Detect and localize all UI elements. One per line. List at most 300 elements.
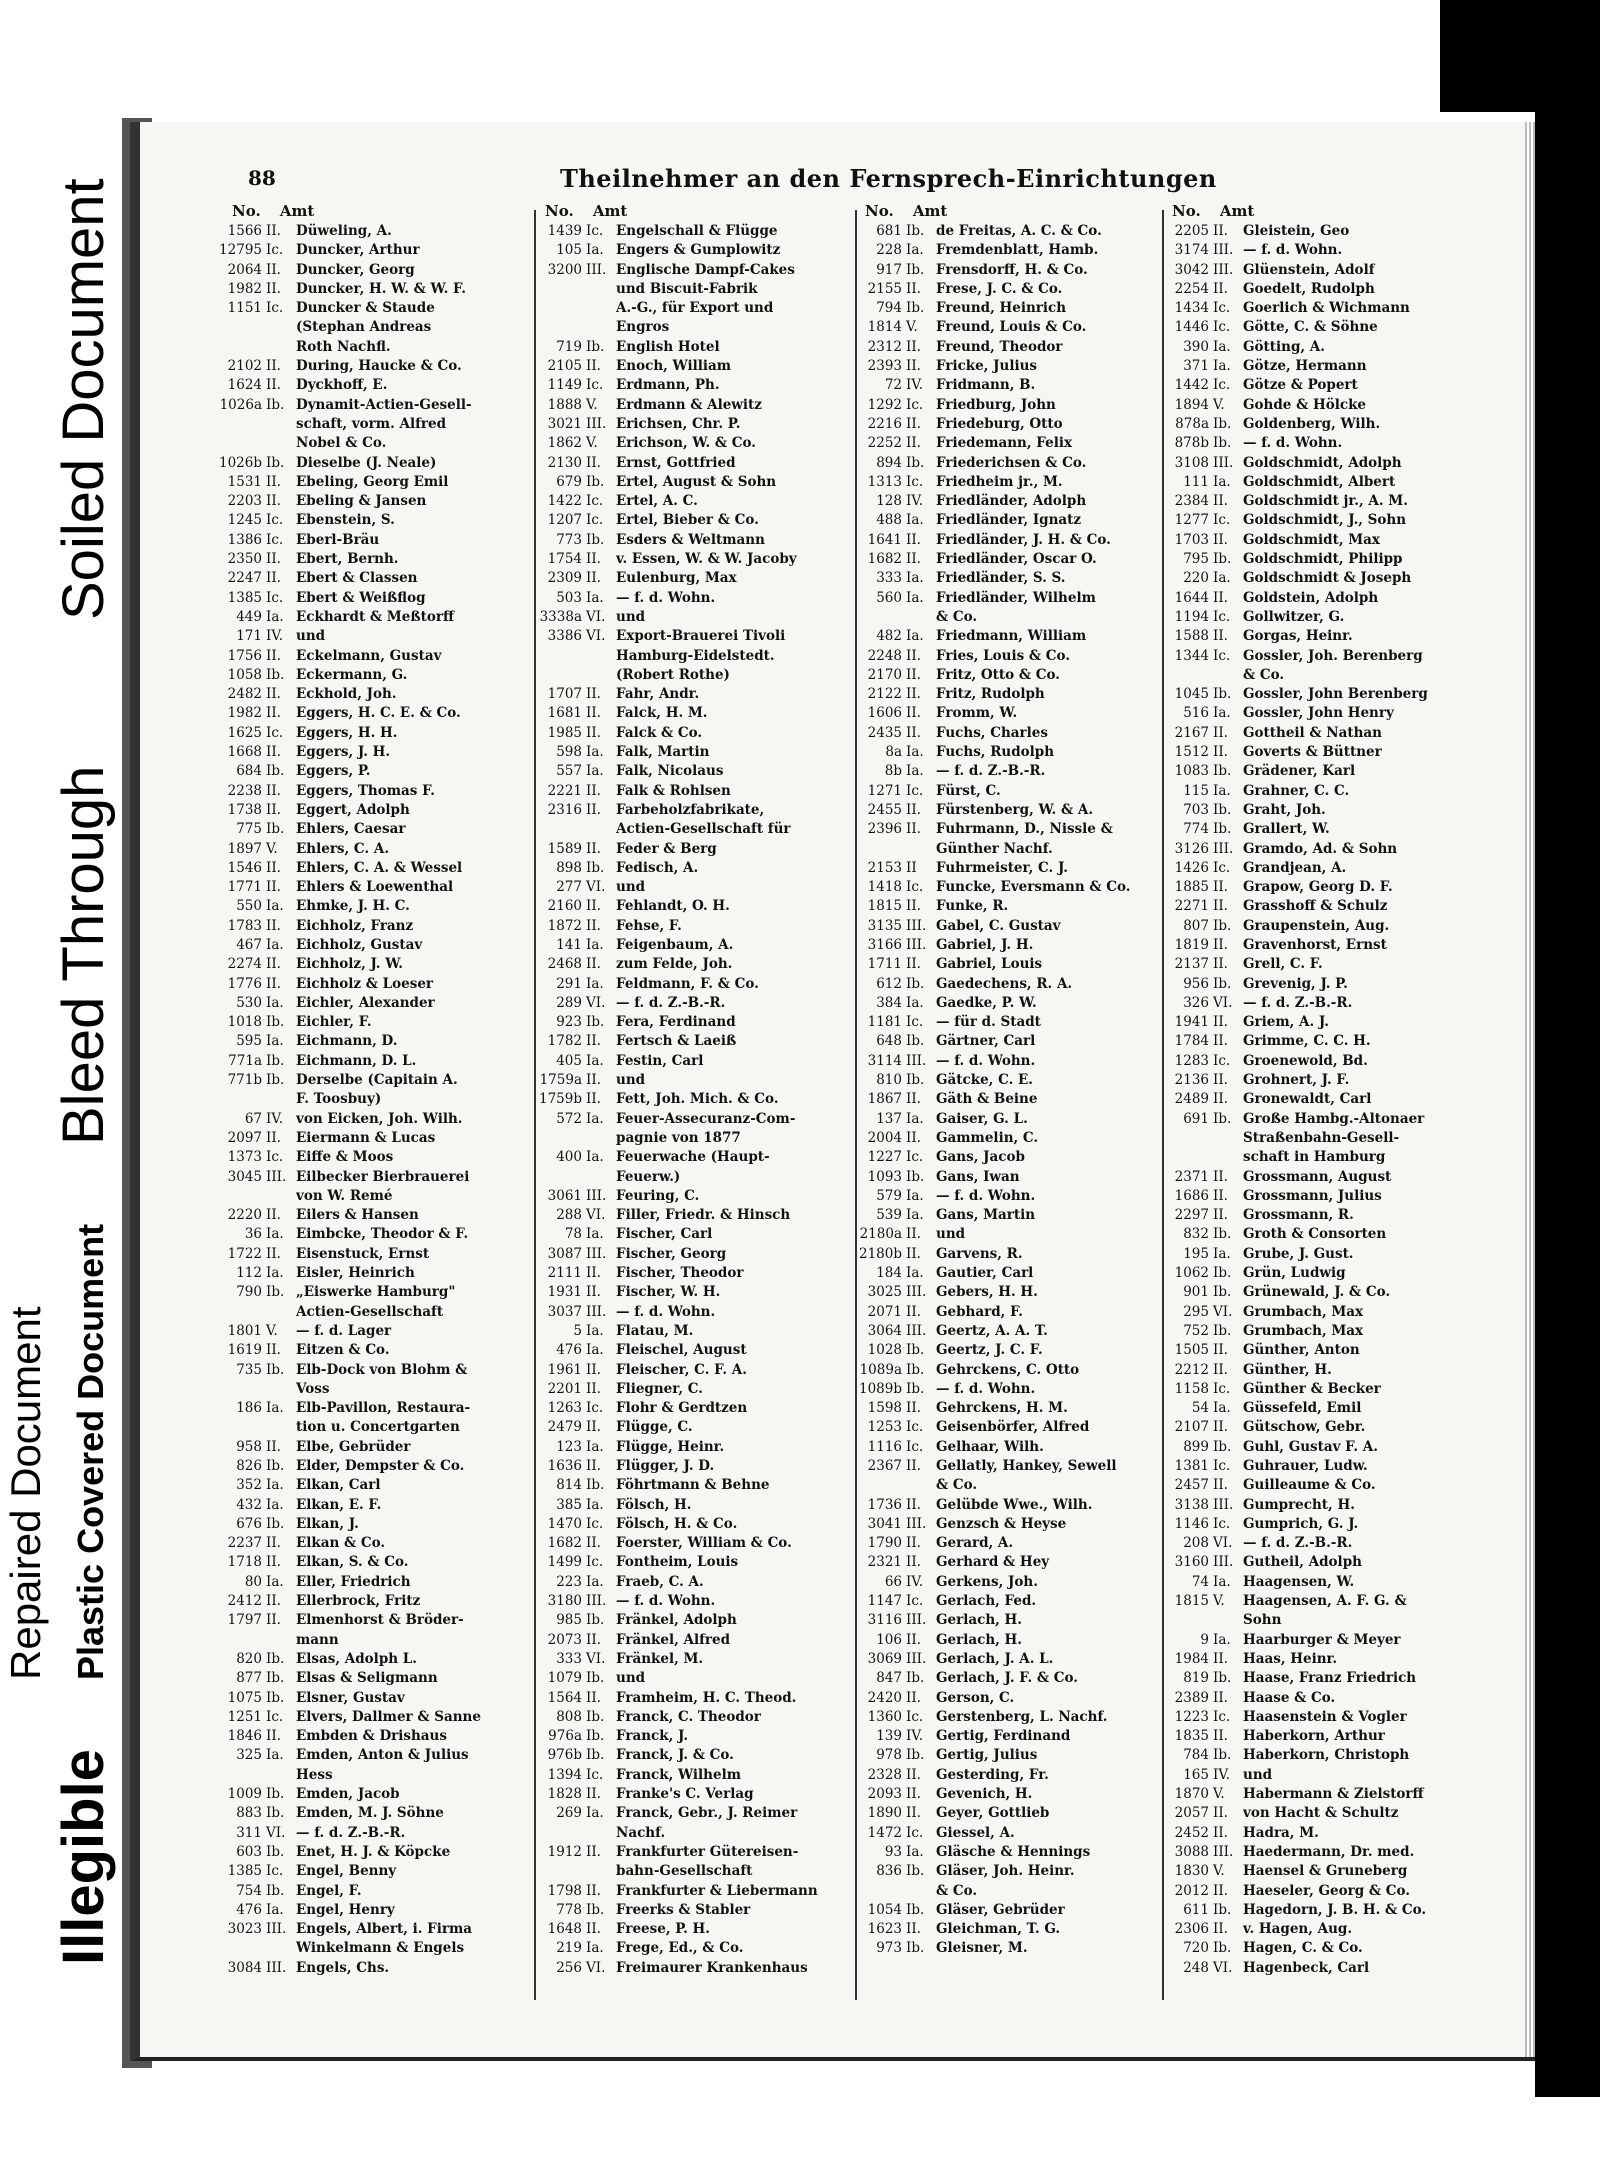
entry-number: 1623 [867,1921,902,1938]
directory-entry [218,1766,530,1785]
entry-exchange: Ic. [906,1014,924,1031]
entry-exchange: Ia. [586,936,604,953]
entry-number: 1251 [227,1708,262,1725]
entry-name: Fera, Ferdinand [616,1014,736,1031]
directory-entry [538,1225,852,1244]
entry-exchange: Ib. [1213,435,1232,452]
entry-number: 826 [236,1458,262,1474]
entry-exchange: II. [1213,531,1228,548]
entry-name: Feuring, C. [616,1187,700,1204]
entry-name: Goldstein, Adolph [1243,589,1379,606]
directory-entry [858,1746,1160,1765]
directory-entry [218,1611,530,1630]
entry-number: 288 [556,1207,582,1224]
entry-name: und [616,879,646,896]
entry-exchange: Ia. [266,1033,284,1050]
directory-entry [858,1129,1160,1148]
entry-name: Ellerbrock, Fritz [296,1593,421,1610]
entry-exchange: IV. [906,1573,924,1590]
entry-exchange: IV. [1213,1766,1231,1783]
entry-exchange: IV. [906,493,924,510]
entry-exchange: Ic. [266,1863,284,1880]
entry-exchange [266,1766,296,1785]
directory-entry [858,743,1160,762]
entry-name: Haagensen, A. F. G. & [1243,1593,1407,1610]
entry-name: Grädener, Karl [1243,763,1356,780]
entry-name: Nachf. [616,1824,666,1841]
entry-number: 112 [236,1265,262,1282]
directory-entry [858,454,1160,473]
entry-exchange: III. [906,1052,927,1069]
entry-exchange: Ic. [1213,1515,1231,1532]
entry-name: Grossmann, August [1243,1168,1392,1185]
entry-exchange: Ic. [266,724,284,741]
directory-entry [858,1708,1160,1727]
entry-number: 1271 [867,782,902,799]
entry-exchange: Ia. [266,1573,284,1590]
entry-exchange [586,280,616,299]
directory-entry [858,1573,1160,1592]
directory-entry [218,1438,530,1457]
entry-number: 3069 [867,1650,902,1667]
entry-name: Günther, Anton [1243,1342,1360,1359]
entry-name: Dieselbe (J. Neale) [296,454,437,471]
entry-exchange: II. [266,261,281,278]
directory-entry [1165,1283,1510,1302]
entry-name: Friedländer, Ignatz [936,512,1082,529]
directory-entry [218,1206,530,1225]
directory-entry [1165,704,1510,723]
entry-name: Geyer, Gottlieb [936,1805,1050,1822]
entry-name: Fliegner, C. [616,1380,704,1397]
entry-exchange: Ib. [586,1708,605,1725]
entry-number: 917 [876,261,902,278]
directory-entry [218,569,530,588]
entry-number: 384 [876,994,902,1011]
entry-exchange: II. [906,1226,921,1243]
entry-name: Fries, Louis & Co. [936,647,1071,664]
entry-number: 1045 [1174,686,1209,703]
directory-entry [858,1766,1160,1785]
entry-name: Eilbecker Bierbrauerei [296,1168,470,1185]
entry-exchange: Ia. [266,994,284,1011]
directory-entry [1165,1573,1510,1592]
directory-entry [538,1341,852,1360]
entry-number: 3025 [867,1284,902,1301]
entry-number: 795 [1183,551,1209,568]
entry-number: 2238 [227,782,262,799]
entry-exchange: II. [266,1554,281,1571]
entry-number: 1722 [227,1245,262,1262]
entry-number: 208 [1183,1535,1209,1552]
directory-entry [218,1746,530,1765]
entry-number: 1870 [1174,1786,1209,1803]
entry-number: 1277 [1174,512,1209,529]
entry-name: Feigenbaum, A. [616,936,734,953]
directory-entry [1165,666,1510,685]
entry-exchange [586,647,616,666]
entry-name: — f. d. Wohn. [936,1052,1036,1069]
entry-name: Fleischel, August [616,1342,747,1359]
directory-entry [858,1882,1160,1901]
directory-entry [858,1225,1160,1244]
entry-name: Eulenburg, Max [616,570,737,587]
directory-entry [1165,1341,1510,1360]
directory-entry [538,1650,852,1669]
entry-exchange [586,1168,616,1187]
entry-name: Elkan & Co. [296,1535,386,1552]
entry-number: 1703 [1174,531,1209,548]
directory-entry [538,666,852,685]
entry-exchange: II. [266,801,281,818]
entry-exchange [586,1862,616,1881]
entry-name: Genzsch & Heyse [936,1515,1067,1532]
entry-number: 3386 [547,628,582,645]
entry-name: Grahner, C. C. [1243,782,1350,799]
entry-exchange: III. [586,415,607,432]
entry-name: Geertz, J. C. F. [936,1342,1043,1359]
entry-exchange: Ib. [906,1901,925,1918]
entry-exchange: VI. [586,1650,606,1667]
entry-name: Gebers, H. H. [936,1284,1038,1301]
entry-exchange: II. [266,744,281,761]
entry-exchange [906,840,936,859]
entry-exchange: V. [1213,1786,1225,1803]
entry-number [1165,666,1213,685]
entry-name: Gläser, Joh. Heinr. [936,1863,1075,1880]
entry-name: Friedheim jr., M. [936,473,1063,490]
page-title: Theilnehmer an den Fernsprech-Einrichtungen [560,164,1217,193]
entry-number [218,1303,266,1322]
entry-number: 3338a [539,608,582,625]
entry-number: 771a [228,1052,262,1069]
entry-number: 784 [1183,1747,1209,1764]
entry-name: Frankfurter & Liebermann [616,1882,818,1899]
directory-entry [1165,1882,1510,1901]
directory-entry [538,434,852,453]
entry-exchange: Ic. [266,300,284,317]
entry-name: Grasshoff & Schulz [1243,898,1388,915]
entry-number: 400 [556,1149,582,1166]
entry-exchange: II. [1213,1689,1228,1706]
entry-name: Falk, Nicolaus [616,763,724,780]
entry-exchange: Ia. [266,898,284,915]
entry-name: Grevenig, J. P. [1243,975,1348,992]
entry-exchange: II. [586,454,601,471]
directory-entry [218,1573,530,1592]
directory-entry [858,1496,1160,1515]
directory-entry [1165,1824,1510,1843]
directory-entry [858,415,1160,434]
directory-entry [1165,762,1510,781]
entry-number: 1245 [227,512,262,529]
directory-entry [538,704,852,723]
entry-exchange: Ic. [586,223,604,239]
directory-entry [538,1399,852,1418]
entry-name: Gerkens, Joh. [936,1573,1038,1590]
entry-number: 579 [876,1187,902,1204]
entry-name: Enet, H. J. & Köpcke [296,1843,451,1860]
entry-name: & Co. [936,1882,978,1899]
entry-number: 3126 [1174,840,1209,857]
entry-number: 1897 [227,840,262,857]
directory-entry [538,473,852,492]
entry-name: Erichsen, Chr. P. [616,415,741,432]
entry-exchange: Ic. [906,1593,924,1610]
directory-entry [858,589,1160,608]
entry-number: 1589 [547,840,582,857]
entry-name: Haagensen, W. [1243,1573,1355,1590]
entry-number: 2316 [547,801,582,818]
entry-exchange: II. [1213,1921,1228,1938]
entry-name: bahn-Gesellschaft [616,1863,753,1880]
entry-exchange: II. [1213,1728,1228,1745]
directory-entry [538,454,852,473]
entry-name: Hagen, C. & Co. [1243,1940,1363,1957]
entry-exchange [586,318,616,337]
entry-number: 1682 [867,551,902,568]
entry-name: Engros [616,319,670,336]
directory-entry [538,762,852,781]
entry-number: 774 [1183,821,1209,838]
entry-exchange: Ia. [266,1901,284,1918]
directory-entry [538,1553,852,1572]
entry-name: Gerlach, H. [936,1631,1022,1648]
entry-number: 186 [236,1400,262,1417]
entry-number: 1890 [867,1805,902,1822]
directory-entry [218,897,530,916]
entry-name: Gesterding, Fr. [936,1766,1049,1783]
entry-exchange: Ic. [1213,319,1231,336]
directory-entry [1165,647,1510,666]
directory-entry [858,376,1160,395]
entry-exchange: II. [266,859,281,876]
entry-number: 1385 [227,1863,262,1880]
entry-exchange [1213,1148,1243,1167]
entry-name: Grünewald, J. & Co. [1243,1284,1391,1301]
entry-exchange: Ia. [1213,1573,1231,1590]
directory-entry [858,608,1160,627]
entry-name: Eggers, Thomas F. [296,782,435,799]
entry-exchange: Ib. [906,261,925,278]
entry-name: Ehlers, C. A. [296,840,390,857]
directory-entry [858,1611,1160,1630]
entry-name: Actien-Gesellschaft [296,1303,444,1320]
directory-entry [218,627,530,646]
entry-exchange: Ia. [586,744,604,761]
entry-number: 36 [244,1226,262,1243]
entry-name: Haase, Franz Friedrich [1243,1670,1417,1687]
directory-entry [858,434,1160,453]
entry-number: 2111 [547,1265,582,1282]
entry-exchange: V. [906,319,918,336]
entry-name: Duncker, H. W. & W. F. [296,280,466,297]
entry-number [218,318,266,337]
entry-number [218,1631,266,1650]
directory-entry [538,1380,852,1399]
directory-entry [218,550,530,569]
entry-name: Grube, J. Gust. [1243,1245,1354,1262]
directory-entry [538,724,852,743]
directory-entry [1165,261,1510,280]
entry-exchange: II. [266,1342,281,1359]
entry-name: Gravenhorst, Ernst [1243,936,1387,953]
entry-number: 894 [876,454,902,471]
entry-number: 269 [556,1805,582,1822]
entry-exchange: Ia. [906,1187,924,1204]
directory-column-2 [538,222,852,1978]
entry-number: 1754 [547,551,582,568]
directory-entry [218,531,530,550]
entry-number: 595 [236,1033,262,1050]
entry-name: — f. d. Lager [296,1322,392,1339]
directory-entry [218,647,530,666]
entry-number: 2137 [1174,956,1209,973]
entry-number [1165,1611,1213,1630]
directory-entry [1165,1110,1510,1129]
scan-border-top [1440,0,1600,112]
entry-name: A.-G., für Export und [616,300,774,317]
directory-entry [538,1168,852,1187]
entry-name: Goverts & Büttner [1243,744,1382,761]
entry-exchange: Ia. [586,1110,604,1127]
directory-entry [858,396,1160,415]
entry-exchange: II. [586,1458,601,1474]
entry-exchange [266,1939,296,1958]
entry-exchange: III. [1213,1496,1234,1513]
directory-entry [1165,569,1510,588]
entry-number: 2350 [227,551,262,568]
entry-name: Gossler, Joh. Berenberg [1243,647,1423,664]
entry-exchange: Ib. [1213,917,1232,934]
illegible-label: Illegible [51,1749,116,1965]
entry-name: Farbeholzfabrikate, [616,801,765,818]
entry-exchange: Ia. [1213,358,1231,375]
entry-number: 2248 [867,647,902,664]
directory-entry [858,338,1160,357]
entry-name: Falk, Martin [616,744,710,761]
entry-name: Eichholz, J. W. [296,956,403,973]
entry-name: Engelschall & Flügge [616,223,778,239]
directory-entry [538,1669,852,1688]
page-edge [1525,122,1535,2057]
entry-number: 985 [556,1612,582,1629]
directory-entry [1165,1515,1510,1534]
directory-entry [538,782,852,801]
entry-number: 1783 [227,917,262,934]
entry-name: Gleistein, Geo [1243,223,1350,239]
entry-name: Günther Nachf. [936,840,1053,857]
entry-exchange: Ic. [906,1149,924,1166]
entry-number: 2389 [1174,1689,1209,1706]
header-no: No. [545,202,574,220]
entry-name: Friedländer, Adolph [936,493,1087,510]
directory-entry [1165,820,1510,839]
entry-number: 676 [236,1515,262,1532]
entry-number: 2136 [1174,1072,1209,1089]
entry-number: 1083 [1174,763,1209,780]
directory-entry [218,724,530,743]
directory-column-3 [858,222,1160,1959]
entry-number: 2107 [1174,1419,1209,1436]
entry-number: 3200 [547,261,582,278]
entry-exchange: II [906,859,917,876]
entry-exchange: Ib. [266,1786,285,1803]
entry-exchange: VI. [586,994,606,1011]
entry-name: Fuchs, Charles [936,724,1048,741]
directory-entry [858,1689,1160,1708]
entry-exchange: Ib. [906,1072,925,1089]
directory-entry [1165,1669,1510,1688]
entry-number: 878a [1175,415,1209,432]
entry-name: Föhrtmann & Behne [616,1477,770,1494]
entry-exchange: III. [1213,261,1234,278]
entry-exchange [586,666,616,685]
directory-entry [218,1283,530,1302]
entry-number: 648 [876,1033,902,1050]
directory-entry [858,280,1160,299]
entry-number: 1619 [227,1342,262,1359]
entry-name: Fertsch & Laeiß [616,1033,737,1050]
directory-entry [1165,743,1510,762]
directory-entry [538,1804,852,1823]
entry-exchange: Ia. [906,1207,924,1224]
entry-name: Gammelin, C. [936,1129,1039,1146]
entry-name: Gertig, Ferdinand [936,1728,1071,1745]
directory-entry [218,1090,530,1109]
entry-exchange: IV. [266,628,284,645]
entry-exchange: Ic. [266,589,284,606]
entry-name: Flohr & Gerdtzen [616,1400,748,1417]
directory-entry [538,1148,852,1167]
entry-name: Guhrauer, Ludw. [1243,1458,1368,1474]
directory-entry [218,743,530,762]
entry-exchange: II. [906,666,921,683]
entry-exchange: Ic. [1213,377,1231,394]
entry-exchange: Ic. [266,531,284,548]
entry-number: 1075 [227,1689,262,1706]
entry-exchange: II. [266,1612,281,1629]
directory-entry [538,241,852,260]
entry-name: Fleischer, C. F. A. [616,1361,747,1378]
entry-name: Franck, J. & Co. [616,1747,734,1764]
entry-exchange: Ic. [266,512,284,529]
directory-entry [218,801,530,820]
entry-name: Gäth & Beine [936,1091,1038,1108]
entry-number: 1686 [1174,1187,1209,1204]
entry-exchange: III. [1213,840,1234,857]
directory-entry [858,1148,1160,1167]
entry-number: 432 [236,1496,262,1513]
directory-entry [858,1457,1160,1476]
entry-number: 832 [1183,1226,1209,1243]
directory-entry [1165,1534,1510,1553]
entry-number: 9 [1200,1631,1209,1648]
entry-name: Eichholz & Loeser [296,975,434,992]
directory-entry [218,1264,530,1283]
entry-name: mann [296,1631,339,1648]
directory-entry [538,1187,852,1206]
directory-entry [538,1939,852,1958]
directory-entry [1165,801,1510,820]
entry-number: 684 [236,763,262,780]
entry-number: 54 [1191,1400,1209,1417]
entry-number: 8b [884,763,902,780]
entry-exchange: II. [906,358,921,375]
entry-number: 66 [884,1573,902,1590]
entry-number: 794 [876,300,902,317]
entry-exchange: II. [1213,493,1228,510]
